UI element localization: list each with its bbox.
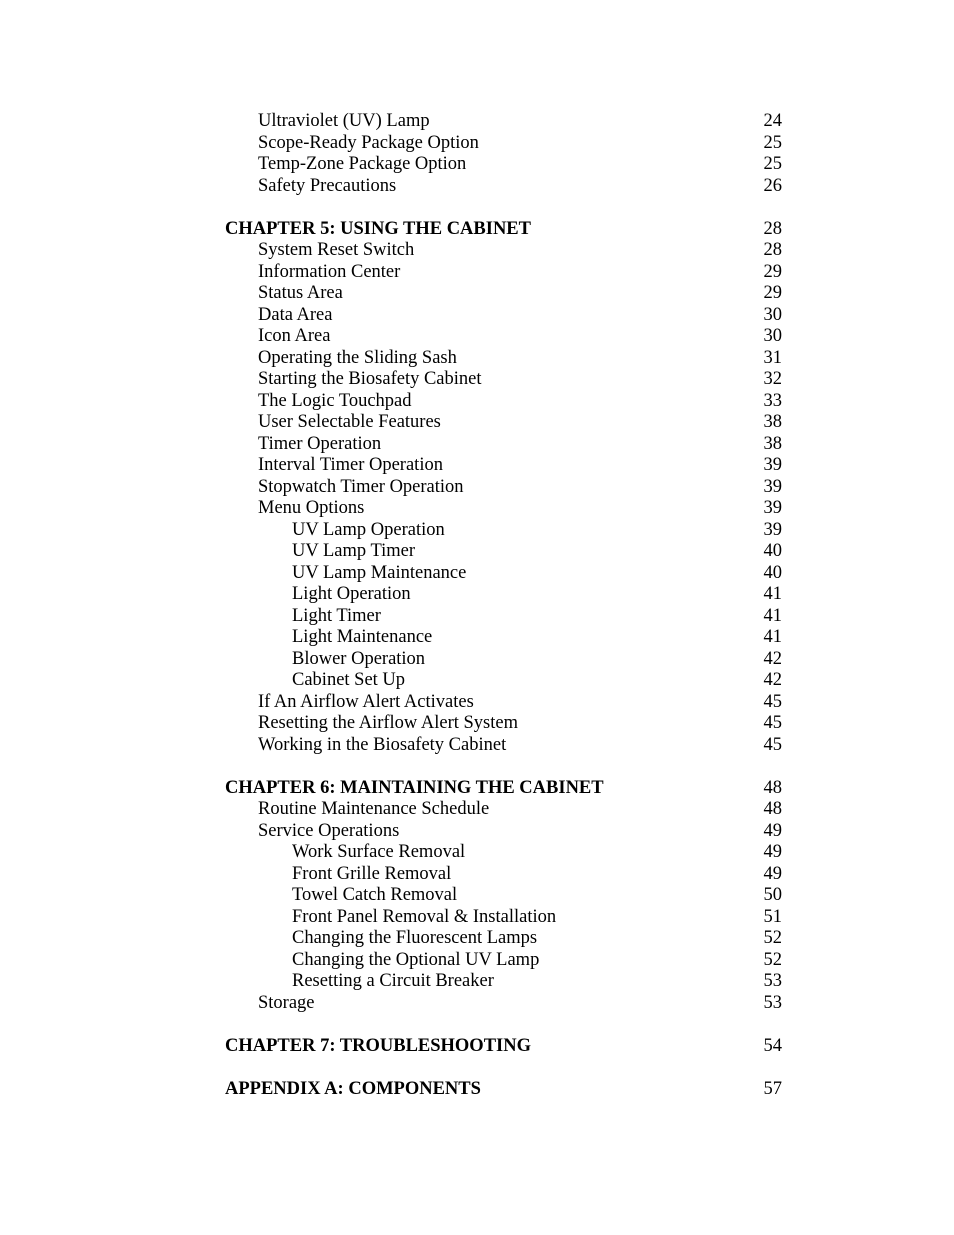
toc-page-number: 54 [763,1035,782,1056]
toc-page-number: 25 [763,154,782,174]
toc-entry-title: Front Grille Removal [292,863,452,884]
toc-entry-title: User Selectable Features [258,412,441,432]
toc-entry-title: Light Maintenance [292,627,433,647]
toc-page-number: 30 [763,304,782,325]
toc-page-number: 26 [763,175,782,196]
toc-section-row [0,176,954,198]
toc-entry-title: Operating the Sliding Sash [258,347,457,368]
toc-page-number: 48 [763,777,782,798]
toc-section-row [0,326,954,348]
toc-entry-title: Routine Maintenance Schedule [258,799,490,819]
toc-entry-title: UV Lamp Operation [292,519,445,540]
section-spacer [0,1057,954,1079]
toc-page-number: 49 [763,863,782,884]
toc-entry-title: Starting the Biosafety Cabinet [258,369,482,389]
toc-page-number: 53 [763,971,782,991]
toc-page-number: 50 [763,885,782,905]
toc-entry-title: Resetting a Circuit Breaker [292,971,494,991]
toc-entry-title: Information Center [258,261,401,282]
toc-section-row [0,799,954,821]
section-spacer [0,197,954,219]
toc-entry-title: Front Panel Removal & Installation [292,906,557,927]
toc-entry-title: Changing the Optional UV Lamp [292,949,540,970]
toc-entry-title: Icon Area [258,326,331,346]
toc-section-row [0,477,954,499]
toc-subsection-row [0,950,954,972]
toc-page-number: 29 [763,283,782,303]
toc-entry-title: Scope-Ready Package Option [258,132,479,153]
toc-entry-title: Safety Precautions [258,175,397,196]
toc-page-number: 39 [763,455,782,475]
toc-section-row [0,735,954,757]
toc-entry-title: Cabinet Set Up [292,670,406,690]
toc-page-number: 51 [763,906,782,927]
section-spacer [0,756,954,778]
toc-page-number: 45 [763,713,782,733]
toc-entry-title: UV Lamp Timer [292,541,416,561]
toc-subsection-row [0,649,954,671]
toc-page-number: 24 [763,111,782,131]
toc-subsection-row [0,971,954,993]
toc-page-number: 40 [763,562,782,583]
toc-subsection-row [0,928,954,950]
toc-entry-title: Temp-Zone Package Option [258,154,467,174]
toc-entry-title: Work Surface Removal [292,842,466,862]
table-of-contents [0,111,954,1100]
toc-page-number: 30 [763,326,782,346]
toc-page-number: 42 [763,670,782,690]
toc-page-number: 49 [763,842,782,862]
toc-subsection-row [0,541,954,563]
toc-entry-title: Menu Options [258,498,365,518]
toc-subsection-row [0,584,954,606]
toc-chapter-row [0,1036,954,1058]
toc-section-row [0,412,954,434]
toc-section-row [0,133,954,155]
toc-section-row [0,240,954,262]
toc-section-row [0,348,954,370]
toc-page-number: 53 [763,992,782,1013]
toc-page-number: 45 [763,734,782,755]
toc-subsection-row [0,885,954,907]
toc-page-number: 39 [763,498,782,518]
toc-entry-title: Light Operation [292,584,411,604]
toc-subsection-row [0,907,954,929]
toc-page-number: 39 [763,476,782,497]
toc-page-number: 41 [763,605,782,626]
toc-section-row [0,434,954,456]
toc-entry-title: APPENDIX A: COMPONENTS [225,1078,481,1099]
toc-section-row [0,993,954,1015]
toc-page-number: 41 [763,627,782,647]
toc-subsection-row [0,864,954,886]
toc-section-row [0,154,954,176]
toc-section-row [0,455,954,477]
toc-subsection-row [0,606,954,628]
toc-entry-title: System Reset Switch [258,240,415,260]
toc-page-number: 49 [763,820,782,841]
toc-entry-title: Ultraviolet (UV) Lamp [258,111,430,131]
toc-page-number: 28 [763,240,782,260]
toc-subsection-row [0,670,954,692]
toc-entry-title: Light Timer [292,605,381,626]
toc-page-number: 48 [763,799,782,819]
toc-entry-title: Working in the Biosafety Cabinet [258,734,507,755]
toc-entry-title: Resetting the Airflow Alert System [258,713,519,733]
toc-section-row [0,305,954,327]
toc-subsection-row [0,563,954,585]
toc-page-number: 57 [763,1078,782,1099]
toc-section-row [0,821,954,843]
toc-entry-title: The Logic Touchpad [258,390,412,411]
toc-entry-title: Changing the Fluorescent Lamps [292,928,538,948]
toc-entry-title: Interval Timer Operation [258,455,443,475]
toc-page-number: 38 [763,433,782,454]
toc-entry-title: Towel Catch Removal [292,885,458,905]
toc-page-number: 52 [763,928,782,948]
toc-entry-title: Status Area [258,283,343,303]
toc-section-row [0,283,954,305]
toc-entry-title: If An Airflow Alert Activates [258,691,474,712]
toc-entry-title: Blower Operation [292,648,426,669]
toc-page-number: 52 [763,949,782,970]
toc-page-number: 45 [763,691,782,712]
toc-chapter-row [0,219,954,241]
toc-page-number: 41 [763,584,782,604]
toc-page-number: 38 [763,412,782,432]
section-spacer [0,1014,954,1036]
toc-page-number: 33 [763,390,782,411]
toc-entry-title: CHAPTER 7: TROUBLESHOOTING [225,1035,531,1056]
toc-entry-title: Stopwatch Timer Operation [258,476,464,497]
toc-section-row [0,391,954,413]
toc-page-number: 42 [763,648,782,669]
toc-subsection-row [0,842,954,864]
toc-entry-title: CHAPTER 5: USING THE CABINET [225,218,531,239]
toc-chapter-row [0,1079,954,1101]
toc-subsection-row [0,627,954,649]
toc-page-number: 25 [763,132,782,153]
toc-section-row [0,111,954,133]
toc-section-row [0,713,954,735]
toc-page-number: 32 [763,369,782,389]
toc-section-row [0,498,954,520]
toc-entry-title: Service Operations [258,820,400,841]
toc-page-number: 29 [763,261,782,282]
toc-entry-title: Timer Operation [258,433,382,454]
toc-entry-title: Storage [258,992,315,1013]
toc-section-row [0,369,954,391]
toc-page-number: 40 [763,541,782,561]
toc-chapter-row [0,778,954,800]
toc-entry-title: CHAPTER 6: MAINTAINING THE CABINET [225,777,604,798]
toc-entry-title: Data Area [258,304,333,325]
toc-entry-title: UV Lamp Maintenance [292,562,467,583]
toc-page-number: 39 [763,519,782,540]
toc-page-number: 28 [763,218,782,239]
toc-section-row [0,692,954,714]
toc-section-row [0,262,954,284]
toc-subsection-row [0,520,954,542]
toc-page-number: 31 [763,347,782,368]
